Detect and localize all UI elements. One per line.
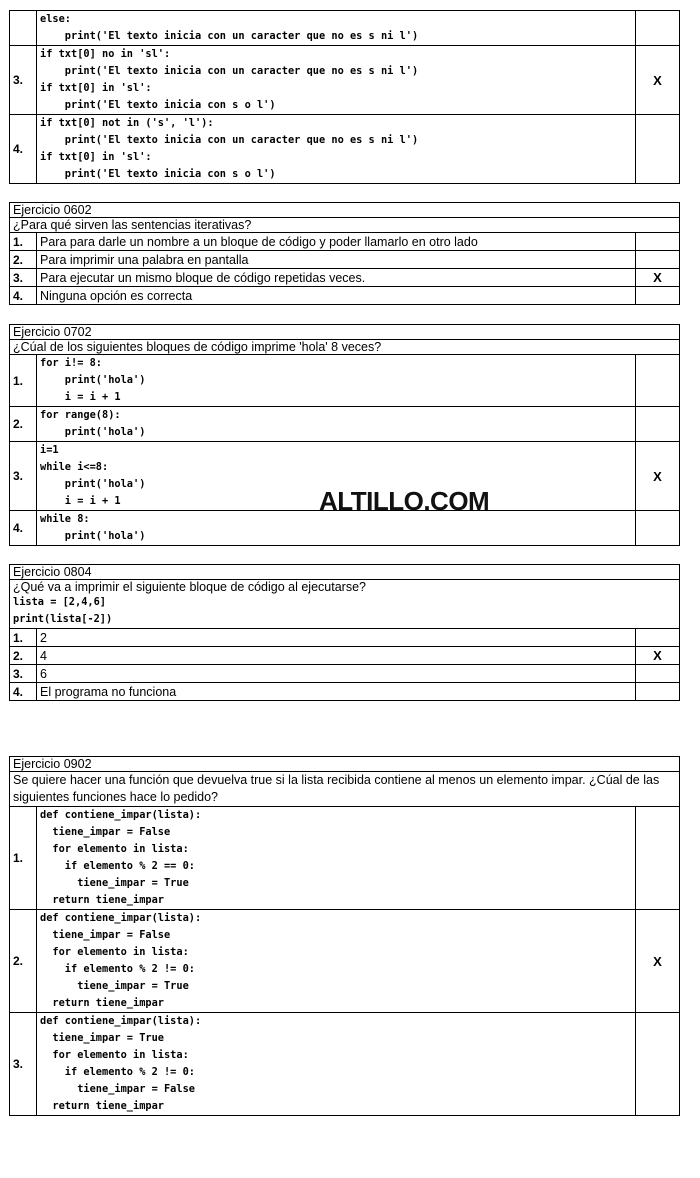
answer-mark bbox=[635, 629, 679, 647]
question-code: lista = [2,4,6] print(lista[-2]) bbox=[13, 596, 113, 625]
option-number: 2. bbox=[10, 910, 37, 1013]
exercise-question-block bbox=[10, 580, 680, 629]
option-row bbox=[10, 233, 680, 251]
spacer bbox=[9, 546, 680, 564]
answer-mark bbox=[635, 665, 679, 683]
answer-mark bbox=[635, 511, 679, 546]
option-number: 3. bbox=[10, 665, 37, 683]
option-row bbox=[10, 1013, 680, 1116]
answer-mark bbox=[636, 115, 680, 184]
exercise-question: ¿Qué va a imprimir el siguiente bloque de código al ejecutarse? bbox=[13, 580, 366, 594]
answer-mark bbox=[635, 807, 679, 910]
answer-mark bbox=[635, 233, 679, 251]
option-code: def contiene_impar(lista): tiene_impar = True for elemento in lista: if elemento % 2 != 0: tiene_impar = False return tiene_impar bbox=[37, 1013, 636, 1116]
answer-mark bbox=[635, 407, 679, 442]
answer-mark: X bbox=[635, 647, 679, 665]
exercise-title: Ejercicio 0602 bbox=[10, 203, 680, 218]
answer-mark: X bbox=[635, 269, 679, 287]
answer-mark bbox=[635, 1013, 679, 1116]
option-number: 4. bbox=[10, 511, 37, 546]
option-text: 4 bbox=[37, 647, 636, 665]
option-text: Ninguna opción es correcta bbox=[37, 287, 636, 305]
answer-mark bbox=[635, 251, 679, 269]
option-number: 2. bbox=[10, 407, 37, 442]
exercise-question: Se quiere hacer una función que devuelva true si la lista recibida contiene al menos un elemento impar. ¿Cúal de las siguientes funciones hace lo pedido? bbox=[10, 772, 680, 807]
option-number: 3. bbox=[10, 1013, 37, 1116]
exercise-title: Ejercicio 0702 bbox=[10, 325, 680, 340]
answer-mark bbox=[635, 287, 679, 305]
exercise-question: ¿Para qué sirven las sentencias iterativas? bbox=[10, 218, 680, 233]
option-number: 4. bbox=[10, 683, 37, 701]
option-row bbox=[10, 355, 680, 407]
exercise-title: Ejercicio 0902 bbox=[10, 757, 680, 772]
option-code: def contiene_impar(lista): tiene_impar = False for elemento in lista: if elemento % 2 != 0: tiene_impar = True return tiene_impar bbox=[37, 910, 636, 1013]
option-text: Para para darle un nombre a un bloque de código y poder llamarlo en otro lado bbox=[37, 233, 636, 251]
option-row bbox=[10, 683, 680, 701]
spacer bbox=[9, 701, 680, 756]
option-row bbox=[10, 251, 680, 269]
option-number: 3. bbox=[10, 442, 37, 511]
option-text: El programa no funciona bbox=[37, 683, 636, 701]
exercise-0602-table bbox=[9, 202, 680, 305]
option-number: 3. bbox=[10, 269, 37, 287]
option-code: for i!= 8: print('hola') i = i + 1 bbox=[37, 355, 636, 407]
option-text: 6 bbox=[37, 665, 636, 683]
option-code: def contiene_impar(lista): tiene_impar = False for elemento in lista: if elemento % 2 == 0: tiene_impar = True return tiene_impar bbox=[37, 807, 636, 910]
option-code: for range(8): print('hola') bbox=[37, 407, 636, 442]
option-text: 2 bbox=[37, 629, 636, 647]
option-row bbox=[10, 287, 680, 305]
option-row bbox=[10, 807, 680, 910]
exercise-0804-table bbox=[9, 564, 680, 701]
option-code: if txt[0] no in 'sl': print('El texto inicia con un caracter que no es s ni l') if txt[0] in 'sl': print('El texto inicia con s o l') bbox=[37, 46, 636, 115]
option-code: i=1 while i<=8: print('hola') i = i + 1 bbox=[37, 442, 636, 511]
option-number: 1. bbox=[10, 629, 37, 647]
option-number bbox=[10, 11, 37, 46]
exercise-0902-table bbox=[9, 756, 680, 1116]
answer-mark: X bbox=[636, 46, 680, 115]
option-row bbox=[10, 629, 680, 647]
option-number: 4. bbox=[10, 287, 37, 305]
exam-page bbox=[9, 10, 680, 1116]
option-text: Para imprimir una palabra en pantalla bbox=[37, 251, 636, 269]
option-number: 1. bbox=[10, 233, 37, 251]
option-number: 1. bbox=[10, 355, 37, 407]
answer-mark: X bbox=[635, 442, 679, 511]
exercise-question: ¿Cúal de los siguientes bloques de código imprime 'hola' 8 veces? bbox=[10, 340, 680, 355]
option-code: while 8: print('hola') bbox=[37, 511, 636, 546]
answer-mark bbox=[636, 11, 680, 46]
option-number: 4. bbox=[10, 115, 37, 184]
option-code: if txt[0] not in ('s', 'l'): print('El texto inicia con un caracter que no es s ni l') if txt[0] in 'sl': print('El texto inicia con s o l') bbox=[37, 115, 636, 184]
option-number: 2. bbox=[10, 647, 37, 665]
option-number: 1. bbox=[10, 807, 37, 910]
option-row bbox=[10, 647, 680, 665]
option-row bbox=[10, 115, 680, 184]
previous-exercise-table bbox=[9, 10, 680, 184]
option-number: 3. bbox=[10, 46, 37, 115]
exercise-title: Ejercicio 0804 bbox=[10, 565, 680, 580]
option-text: Para ejecutar un mismo bloque de código repetidas veces. bbox=[37, 269, 636, 287]
answer-mark bbox=[635, 355, 679, 407]
option-row bbox=[10, 910, 680, 1013]
answer-mark: X bbox=[635, 910, 679, 1013]
option-row bbox=[10, 665, 680, 683]
option-row bbox=[10, 269, 680, 287]
option-row bbox=[10, 46, 680, 115]
answer-mark bbox=[635, 683, 679, 701]
option-number: 2. bbox=[10, 251, 37, 269]
option-row bbox=[10, 11, 680, 46]
spacer bbox=[9, 184, 680, 202]
watermark: ALTILLO.COM bbox=[319, 486, 490, 516]
option-code: else: print('El texto inicia con un caracter que no es s ni l') bbox=[37, 11, 636, 46]
option-row bbox=[10, 407, 680, 442]
spacer bbox=[9, 305, 680, 324]
